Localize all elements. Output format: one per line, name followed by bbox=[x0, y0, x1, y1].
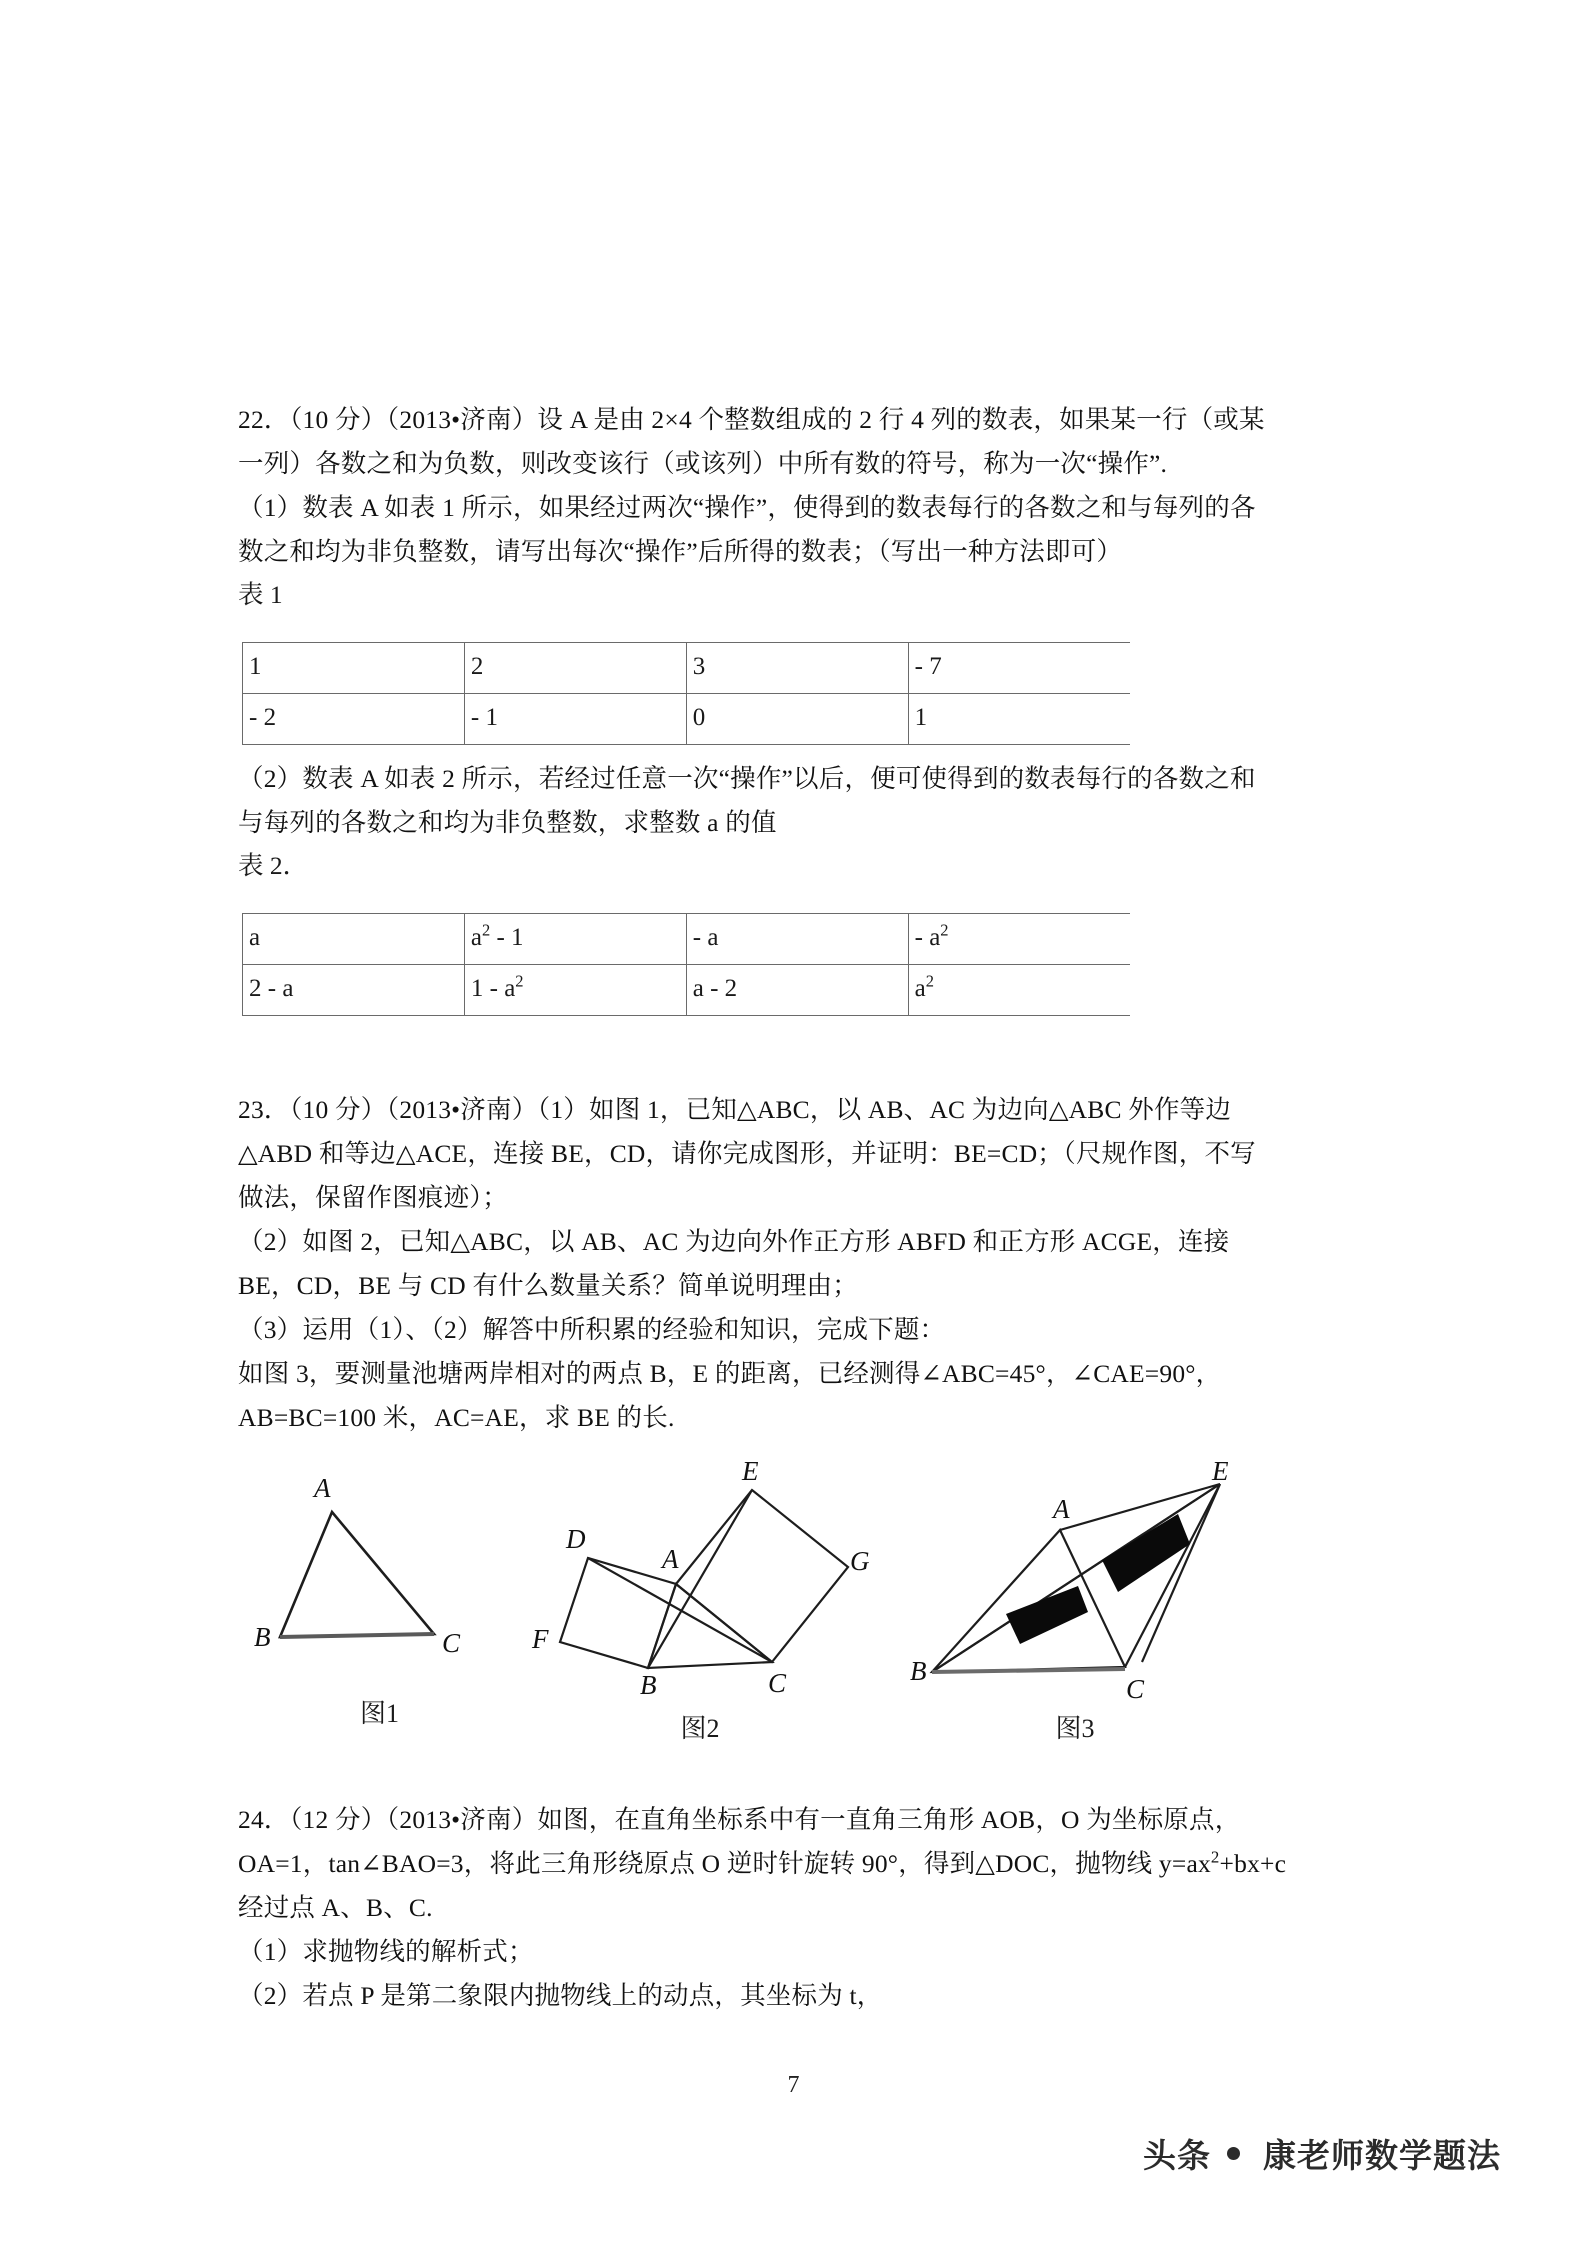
table2 bbox=[242, 913, 1130, 1016]
spacer bbox=[238, 1752, 1463, 1798]
vertex-label-E: E bbox=[742, 1456, 759, 1486]
vertex-label-A: A bbox=[662, 1544, 679, 1574]
figure-2 bbox=[530, 1452, 870, 1744]
expr-sup: 2 bbox=[481, 920, 491, 940]
table1-cell-r1c3: 3 bbox=[686, 643, 908, 694]
spacer bbox=[238, 1062, 1463, 1088]
page-content bbox=[238, 398, 1463, 2018]
expr-sup: 2 bbox=[940, 920, 949, 940]
watermark-account: 康老师数学题法 bbox=[1263, 2136, 1501, 2175]
problem-23-line-4: （2）如图 2，已知△ABC，以 AB、AC 为边向外作正方形 ABFD 和正方形 ACGE，连接 bbox=[238, 1227, 1230, 1256]
watermark-dot-icon bbox=[1227, 2147, 1240, 2160]
table1-wrapper bbox=[238, 642, 1463, 745]
table-row bbox=[243, 643, 1131, 694]
vertex-label-B: B bbox=[640, 1670, 657, 1700]
table1-cell-r2c1: - 2 bbox=[243, 694, 465, 745]
vertex-label-D: D bbox=[566, 1524, 586, 1554]
watermark bbox=[1143, 2130, 1501, 2177]
table2-cell-r1c2 bbox=[464, 914, 686, 965]
pond-shape-left bbox=[1006, 1586, 1088, 1644]
spacer bbox=[238, 745, 1463, 757]
problem-22-part1-line-1: （1）数表 A 如表 1 所示，如果经过两次“操作”，使得到的数表每行的各数之和与每列的各 bbox=[238, 493, 1256, 522]
table1-cell-r2c4: 1 bbox=[908, 694, 1130, 745]
table1-cell-r1c2: 2 bbox=[464, 643, 686, 694]
problem-24-line-3: 经过点 A、B、C. bbox=[238, 1893, 433, 1922]
vertex-label-E: E bbox=[1212, 1456, 1229, 1486]
table-row bbox=[243, 914, 1131, 965]
problem-24-line-5: （2）若点 P 是第二象限内抛物线上的动点，其坐标为 t， bbox=[238, 1981, 883, 2010]
figure-1-caption: 图1 bbox=[359, 1699, 399, 1728]
vertex-label-F: F bbox=[532, 1624, 549, 1654]
table2-cell-r2c3 bbox=[686, 965, 908, 1016]
spacer bbox=[238, 1016, 1463, 1062]
figure-3 bbox=[910, 1452, 1240, 1744]
problem-24 bbox=[238, 1798, 1463, 2018]
problem-24-line-4: （1）求抛物线的解析式； bbox=[238, 1937, 534, 1966]
spacer bbox=[238, 1440, 1463, 1452]
spacer bbox=[238, 616, 1463, 642]
expr-sup: 2 bbox=[925, 971, 934, 991]
figure-row bbox=[238, 1452, 1463, 1752]
vertex-label-A: A bbox=[1053, 1494, 1070, 1524]
figure-2-caption: 图2 bbox=[680, 1714, 720, 1743]
table2-cell-r2c1 bbox=[243, 965, 465, 1016]
problem-23-line-8: AB=BC=100 米，AC=AE，求 BE 的长. bbox=[238, 1403, 675, 1432]
expr-base: 2 - a bbox=[249, 975, 294, 1002]
table1-cell-r1c4: - 7 bbox=[908, 643, 1130, 694]
expr-base: a - 2 bbox=[692, 975, 738, 1002]
figure-3-caption: 图3 bbox=[1055, 1714, 1095, 1743]
table2-cell-r1c4 bbox=[908, 914, 1130, 965]
expr-sup: 2 bbox=[515, 971, 524, 991]
problem-22-stem-line-1: 22．（10 分）（2013•济南）设 A 是由 2×4 个整数组成的 2 行 4 列的数表，如果某一行（或某 bbox=[238, 405, 1265, 434]
table-row bbox=[243, 694, 1131, 745]
vertex-label-G: G bbox=[850, 1546, 870, 1576]
problem-24-line-2-main: OA=1，tan∠BAO=3，将此三角形绕原点 O 逆时针旋转 90°，得到△DOC，抛物线 y=ax bbox=[238, 1849, 1211, 1878]
problem-22-part1-line-2: 数之和均为非负整数，请写出每次“操作”后所得的数表；（写出一种方法即可） bbox=[238, 537, 1123, 566]
table2-cell-r1c1 bbox=[243, 914, 465, 965]
watermark-brand: 头条 bbox=[1143, 2136, 1211, 2175]
expr-base: a bbox=[914, 975, 926, 1002]
figure-3-drawing bbox=[910, 1452, 1240, 1712]
expr-tail: - 1 bbox=[490, 924, 524, 951]
problem-24-line-2-tail: +bx+c bbox=[1219, 1849, 1287, 1878]
problem-23 bbox=[238, 1088, 1463, 1752]
problem-23-line-3: 做法，保留作图痕迹）； bbox=[238, 1183, 508, 1212]
vertex-label-B: B bbox=[254, 1622, 271, 1652]
problem-23-line-6: （3）运用（1）、（2）解答中所积累的经验和知识，完成下题： bbox=[238, 1315, 946, 1344]
table1-cell-r2c2: - 1 bbox=[464, 694, 686, 745]
figure-1 bbox=[252, 1452, 507, 1729]
table2-cell-r2c2 bbox=[464, 965, 686, 1016]
table1-cell-r1c1: 1 bbox=[243, 643, 465, 694]
table2-wrapper bbox=[238, 913, 1463, 1016]
problem-22-stem-line-2: 一列）各数之和为负数，则改变该行（或该列）中所有数的符号，称为一次“操作”. bbox=[238, 449, 1168, 478]
table2-cell-r2c4 bbox=[908, 965, 1130, 1016]
table1-cell-r2c3: 0 bbox=[686, 694, 908, 745]
problem-22-part2-line-1: （2）数表 A 如表 2 所示，若经过任意一次“操作”以后，便可使得到的数表每行的各数之和 bbox=[238, 764, 1256, 793]
problem-23-line-5: BE，CD，BE 与 CD 有什么数量关系？简单说明理由； bbox=[238, 1271, 858, 1300]
problem-22 bbox=[238, 398, 1463, 1016]
vertex-label-C: C bbox=[1126, 1674, 1145, 1704]
problem-23-line-7: 如图 3，要测量池塘两岸相对的两点 B，E 的距离，已经测得∠ABC=45°，∠CAE=90°， bbox=[238, 1359, 1222, 1388]
spacer bbox=[238, 887, 1463, 913]
vertex-label-A: A bbox=[314, 1473, 331, 1503]
vertex-label-C: C bbox=[442, 1628, 461, 1658]
table1 bbox=[242, 642, 1130, 745]
expr-base: - a bbox=[692, 924, 719, 951]
problem-23-line-2: △ABD 和等边△ACE，连接 BE，CD，请你完成图形，并证明：BE=CD；（尺规作图，不写 bbox=[238, 1139, 1256, 1168]
problem-24-line-1: 24．（12 分）（2013•济南）如图，在直角坐标系中有一直角三角形 AOB，O 为坐标原点， bbox=[238, 1805, 1241, 1834]
figure-2-drawing bbox=[530, 1452, 870, 1712]
vertex-label-C: C bbox=[768, 1668, 787, 1698]
vertex-label-B: B bbox=[910, 1656, 927, 1686]
page-number: 7 bbox=[787, 2072, 800, 2098]
table1-label: 表 1 bbox=[238, 580, 283, 609]
problem-24-line-2 bbox=[238, 1842, 1463, 1886]
problem-23-line-1: 23．（10 分）（2013•济南）（1）如图 1，已知△ABC，以 AB、AC 为边向△ABC 外作等边 bbox=[238, 1095, 1232, 1124]
expr-base: a bbox=[249, 924, 261, 951]
table2-label: 表 2． bbox=[238, 851, 309, 880]
problem-24-exponent: 2 bbox=[1210, 1847, 1220, 1867]
table-row bbox=[243, 965, 1131, 1016]
expr-base: a bbox=[470, 924, 482, 951]
figure-1-drawing bbox=[252, 1452, 507, 1697]
expr-base: - a bbox=[914, 924, 941, 951]
expr-base: 1 - a bbox=[470, 975, 516, 1002]
table2-cell-r1c3 bbox=[686, 914, 908, 965]
problem-22-part2-line-2: 与每列的各数之和均为非负整数，求整数 a 的值 bbox=[238, 808, 777, 837]
